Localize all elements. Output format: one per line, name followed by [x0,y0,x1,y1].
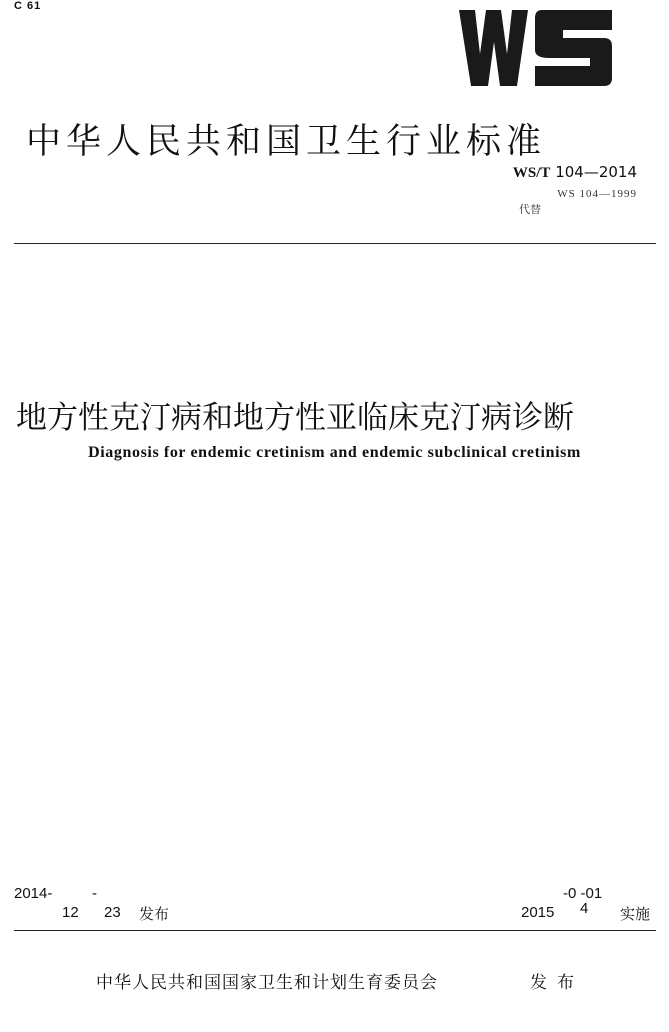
publish-day: 23 [104,904,121,921]
title-chinese: 地方性克汀病和地方性亚临床克汀病诊断 [16,400,574,436]
publish-year: 2014- [14,885,53,902]
organization-title: 中华人民共和国卫生行业标准 [26,122,547,162]
effective-year: 2015 [521,904,555,921]
classification-code: C 61 [14,0,42,12]
standard-prefix: WS/T [512,165,551,181]
bottom-divider [14,930,656,931]
publish-dash: - [92,885,97,902]
title-english: Diagnosis for endemic cretinism and endemic subclinical cretinism [88,444,581,461]
standard-number-value: 104—2014 [555,163,637,181]
replaces-label: 代替 [519,203,541,216]
issuer: 中华人民共和国国家卫生和计划生育委员会 [96,973,438,993]
top-divider [14,243,656,244]
effective-label: 实施 [620,905,651,923]
publish-month: 12 [62,904,79,921]
effective-month: 4 [580,900,589,917]
standard-number [513,163,637,182]
effective-top: -0 -01 [563,885,603,902]
issue-label: 发布 [530,973,584,993]
ws-logo [459,10,612,86]
publish-label: 发布 [139,905,170,923]
replaces-number: WS 104—1999 [557,188,637,200]
